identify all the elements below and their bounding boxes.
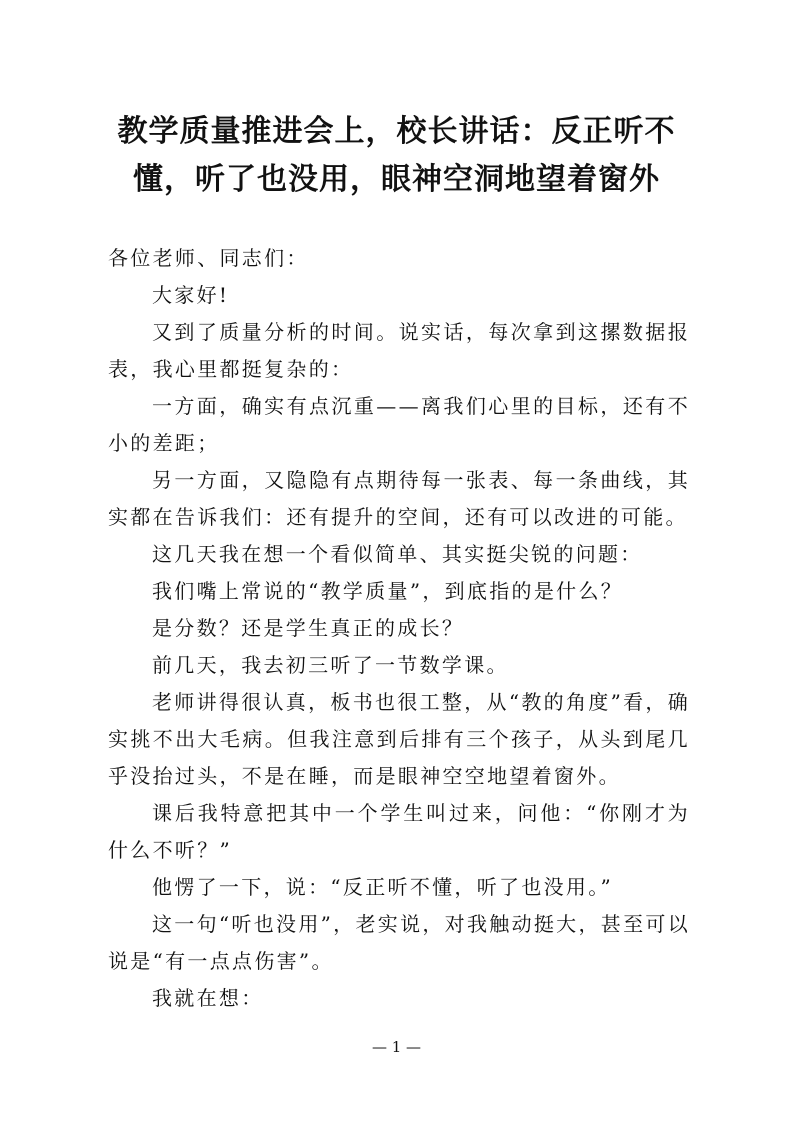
paragraph: 一方面，确实有点沉重——离我们心里的目标，还有不小的差距；	[108, 394, 690, 455]
paragraph: 我们嘴上常说的“教学质量”，到底指的是什么？	[152, 579, 624, 603]
salutation: 各位老师、同志们：	[108, 246, 309, 270]
paragraph: 老师讲得很认真，板书也很工整，从“教的角度”看，确实挑不出大毛病。但我注意到后排有三个孩子，从头到尾几乎没抬过头，不是在睡，而是眼神空空地望着窗外。	[108, 690, 690, 788]
page-number: — 1 —	[371, 1038, 422, 1056]
document-body	[108, 240, 690, 1017]
paragraph: 是分数？还是学生真正的成长？	[152, 616, 465, 640]
paragraph: 又到了质量分析的时间。说实话，每次拿到这摞数据报表，我心里都挺复杂的：	[108, 320, 690, 381]
paragraph: 这一句“听也没用”，老实说，对我触动挺大，甚至可以说是“有一点点伤害”。	[108, 912, 690, 973]
paragraph: 前几天，我去初三听了一节数学课。	[152, 653, 509, 677]
paragraph: 课后我特意把其中一个学生叫过来，问他：“你刚才为什么不听？”	[108, 801, 690, 862]
paragraph: 大家好!	[152, 283, 230, 307]
document-title: 教学质量推进会上，校长讲话：反正听不懂，听了也没用，眼神空洞地望着窗外	[117, 114, 676, 197]
paragraph: 他愣了一下，说：“反正听不懂，听了也没用。”	[152, 875, 614, 899]
paragraph: 我就在想：	[152, 986, 264, 1010]
paragraph: 另一方面，又隐隐有点期待每一张表、每一条曲线，其实都在告诉我们：还有提升的空间，还有可以改进的可能。	[108, 468, 690, 529]
paragraph: 这几天我在想一个看似简单、其实挺尖锐的问题：	[152, 542, 643, 566]
